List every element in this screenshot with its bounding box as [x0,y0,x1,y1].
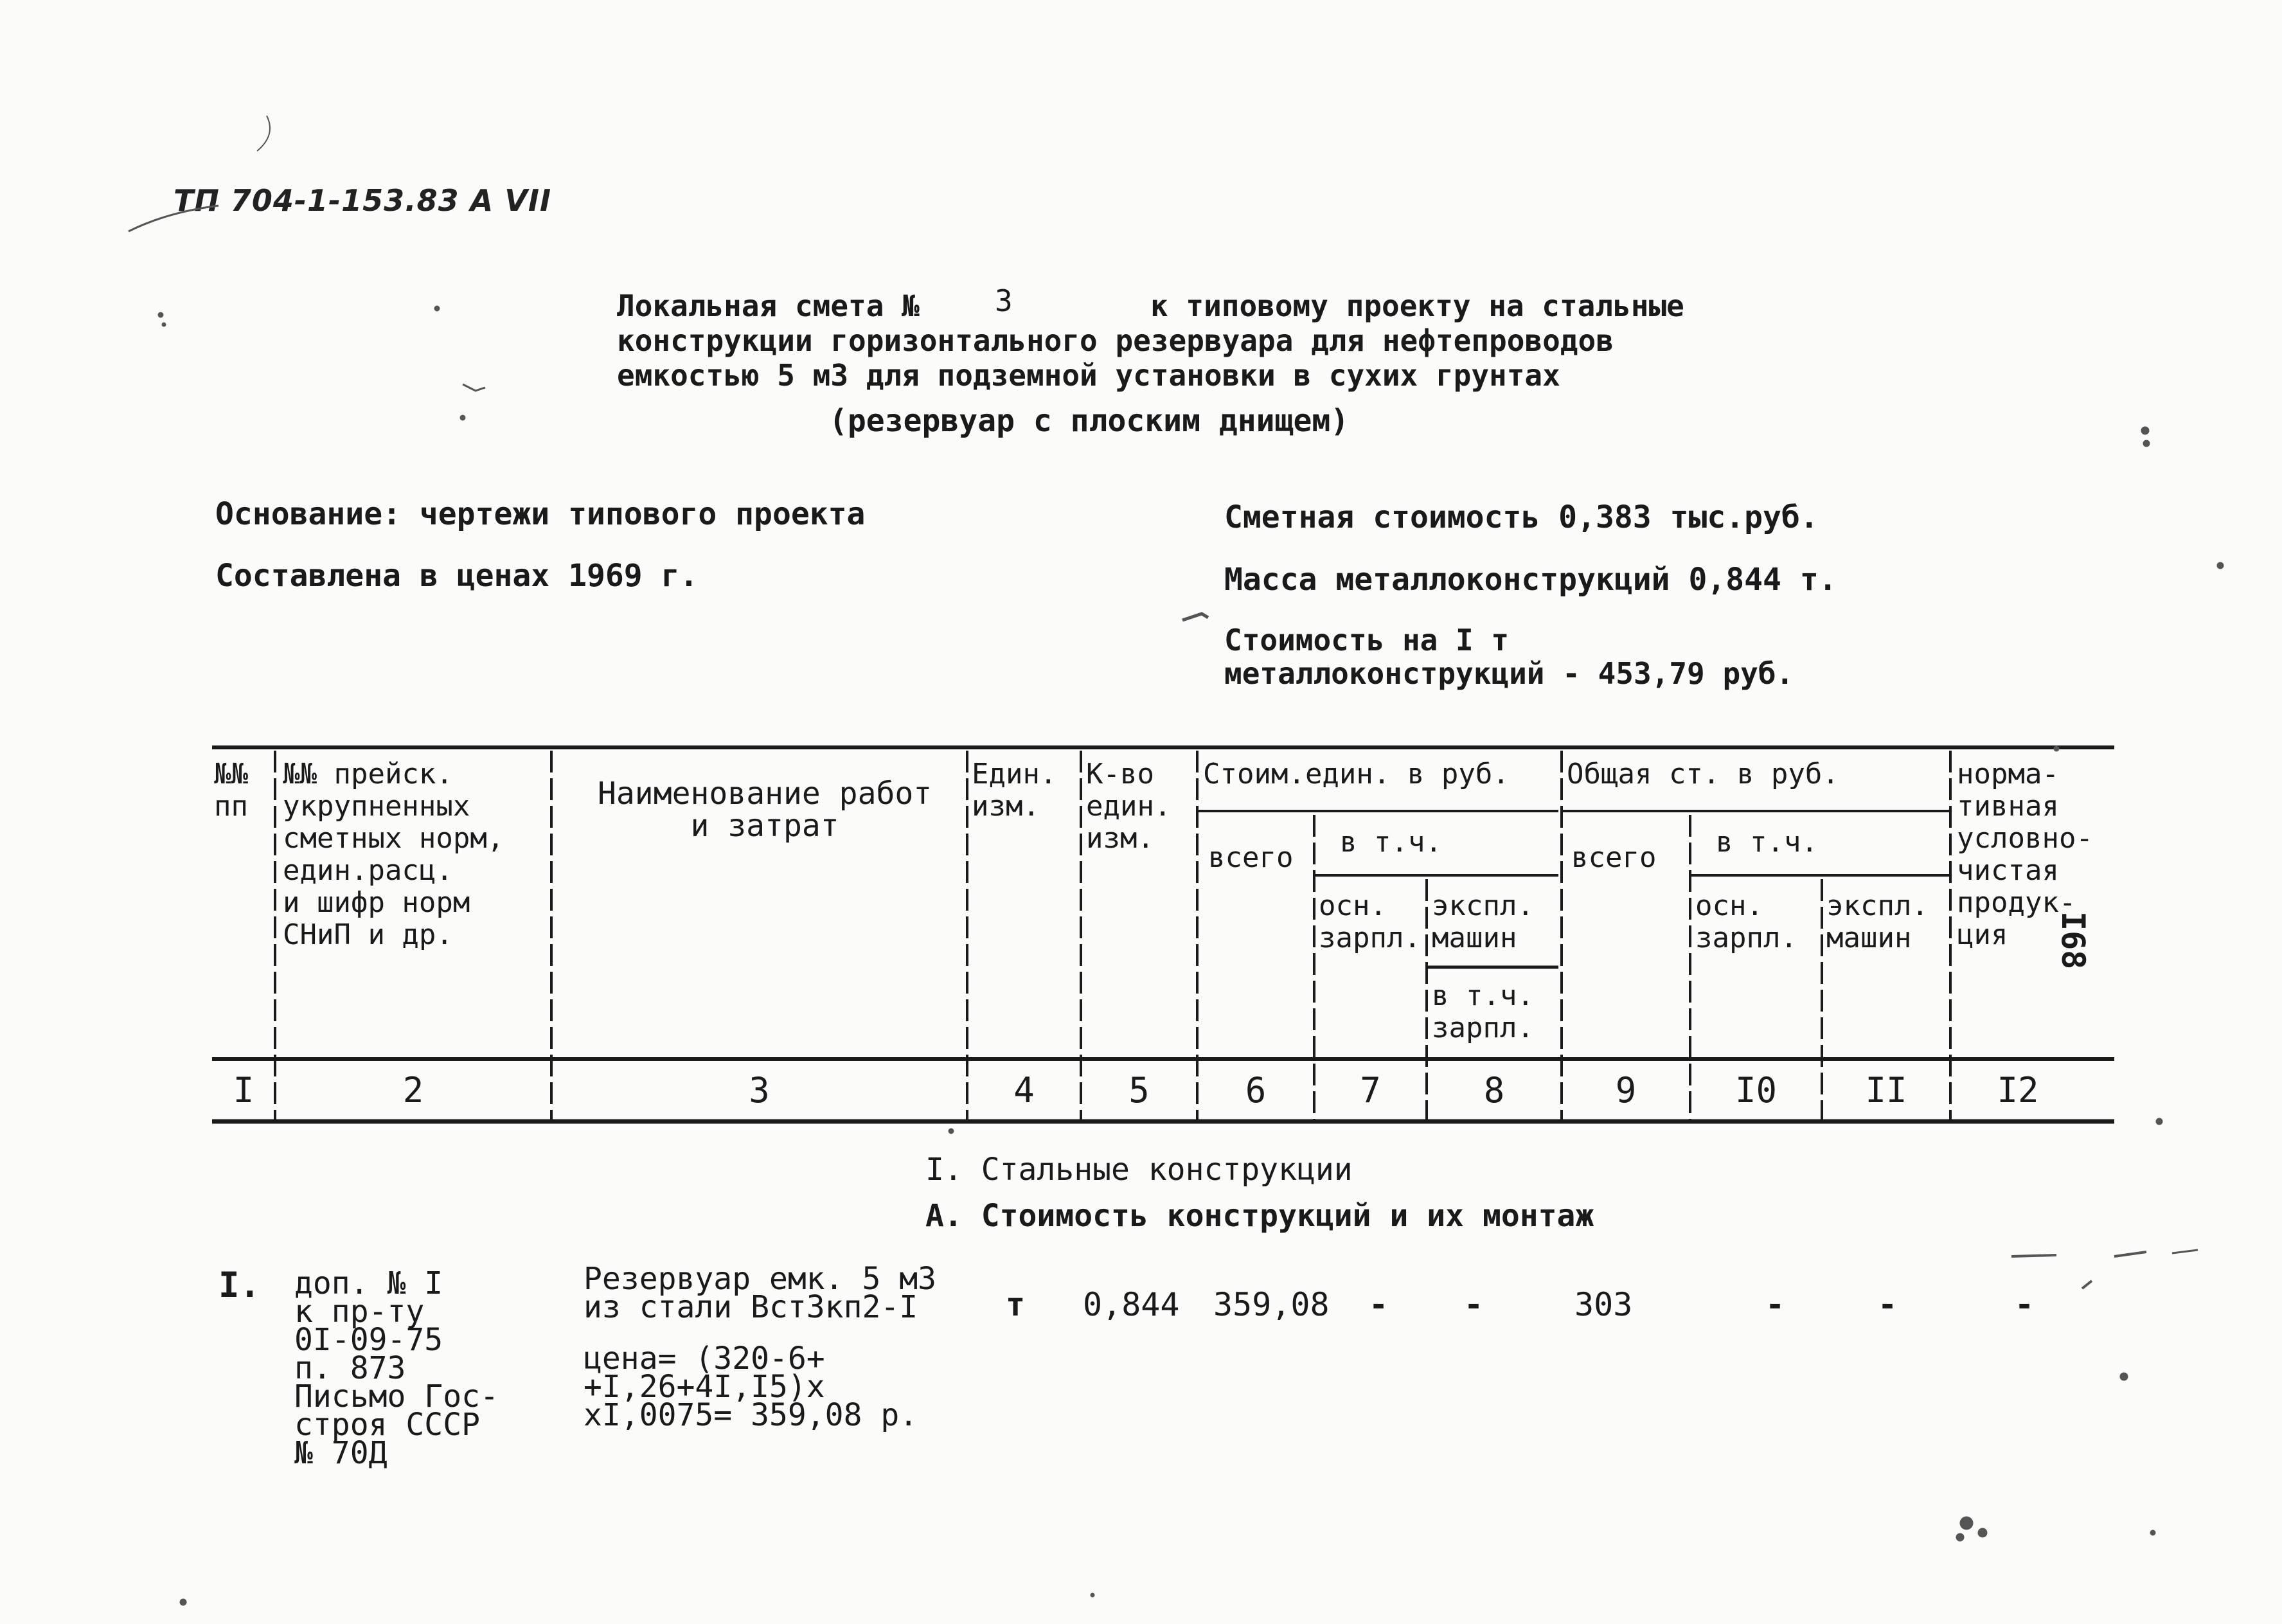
title-line3: емкостью 5 м3 для подземной установки в сухих грунтах [617,358,1560,393]
column-number: I0 [1734,1070,1778,1111]
title-line2: конструкции горизонтального резервуара для нефтепроводов [617,323,1614,358]
header-total-cost-total: всего [1571,841,1657,874]
section-title: I. Стальные конструкции [925,1152,1353,1188]
row-total-cost: 303 [1574,1286,1633,1323]
row-total-machines: - [1878,1286,1898,1323]
header-total-cost-wages: осн. зарпл. [1695,889,1797,954]
row-total-wages: - [1765,1286,1785,1323]
page-number: I68 [2055,911,2092,970]
column-number: 8 [1483,1070,1505,1111]
title-line4: (резервуар с плоским днищем) [829,403,1350,439]
row-unit-cost-machines: - [1464,1286,1484,1323]
row-price-calculation: цена= (320-6+ +I,26+4I,I5)х хI,0075= 359,08 р. [584,1341,918,1433]
header-total-cost-including: в т.ч. [1716,826,1818,859]
column-number: 5 [1128,1070,1150,1111]
row-net-product: - [2015,1286,2035,1323]
header-work-name: Наименование работ и затрат [598,776,932,844]
column-number: 6 [1245,1070,1267,1111]
column-number: 2 [402,1070,424,1111]
column-number: II [1865,1070,1907,1111]
column-number: I2 [1997,1070,2039,1111]
basis-text: Основание: чертежи типового проекта [215,496,866,532]
header-unit-cost-including: в т.ч. [1340,826,1442,859]
title-line1-suffix: к типовому проекту на стальные [1150,289,1684,323]
header-price-reference: №№ прейск. укрупненных сметных норм, един.расц. и шифр норм СНиП и др. [283,758,504,951]
header-net-product: норма- тивная условно- чистая продук- ция [1957,758,2093,951]
header-total-cost-group: Общая ст. в руб. [1567,758,1839,790]
estimate-number: 3 [995,283,1013,318]
cost-per-ton-line2: металлоконструкций - 453,79 руб. [1224,656,1794,691]
title-line1-prefix: Локальная смета № [617,289,920,323]
column-number: 9 [1615,1070,1637,1111]
row-quantity: 0,844 [1083,1286,1180,1323]
header-unit: Един. изм. [972,758,1057,823]
header-row-number: №№ пп [214,758,248,823]
row-unit-cost-wages: - [1369,1286,1389,1323]
row-unit-cost-total: 359,08 [1213,1286,1330,1323]
header-quantity: К-во един. изм. [1086,758,1172,855]
header-unit-cost-total: всего [1208,841,1294,874]
header-unit-cost-machine-wages: в т.ч. зарпл. [1432,979,1534,1044]
column-number: 4 [1013,1070,1035,1111]
cost-per-ton-line1: Стоимость на I т [1224,623,1510,657]
metal-mass-text: Масса металлоконструкций 0,844 т. [1224,562,1837,598]
row-reference: доп. № I к пр-ту 0I-09-75 п. 873 Письмо Гос- строя СССР № 70Д [294,1265,499,1471]
row-unit: т [1006,1286,1026,1323]
row-number: I. [218,1265,261,1305]
column-number: I [233,1070,254,1111]
estimated-cost-text: Сметная стоимость 0,383 тыс.руб. [1224,499,1819,535]
column-number: 7 [1360,1070,1381,1111]
header-unit-cost-machines: экспл. машин [1432,889,1534,954]
header-unit-cost-wages: осн. зарпл. [1319,889,1421,954]
column-number: 3 [749,1070,770,1111]
subsection-title: А. Стоимость конструкций и их монтаж [925,1198,1594,1234]
prices-text: Составлена в ценах 1969 г. [215,558,699,594]
row-work-name: Резервуар емк. 5 м3 из стали Вст3кп2-I [584,1261,937,1325]
document-code: ТП 704-1-153.83 А VII [174,183,552,218]
header-total-cost-machines: экспл. машин [1826,889,1929,954]
header-unit-cost-group: Стоим.един. в руб. [1203,758,1510,790]
